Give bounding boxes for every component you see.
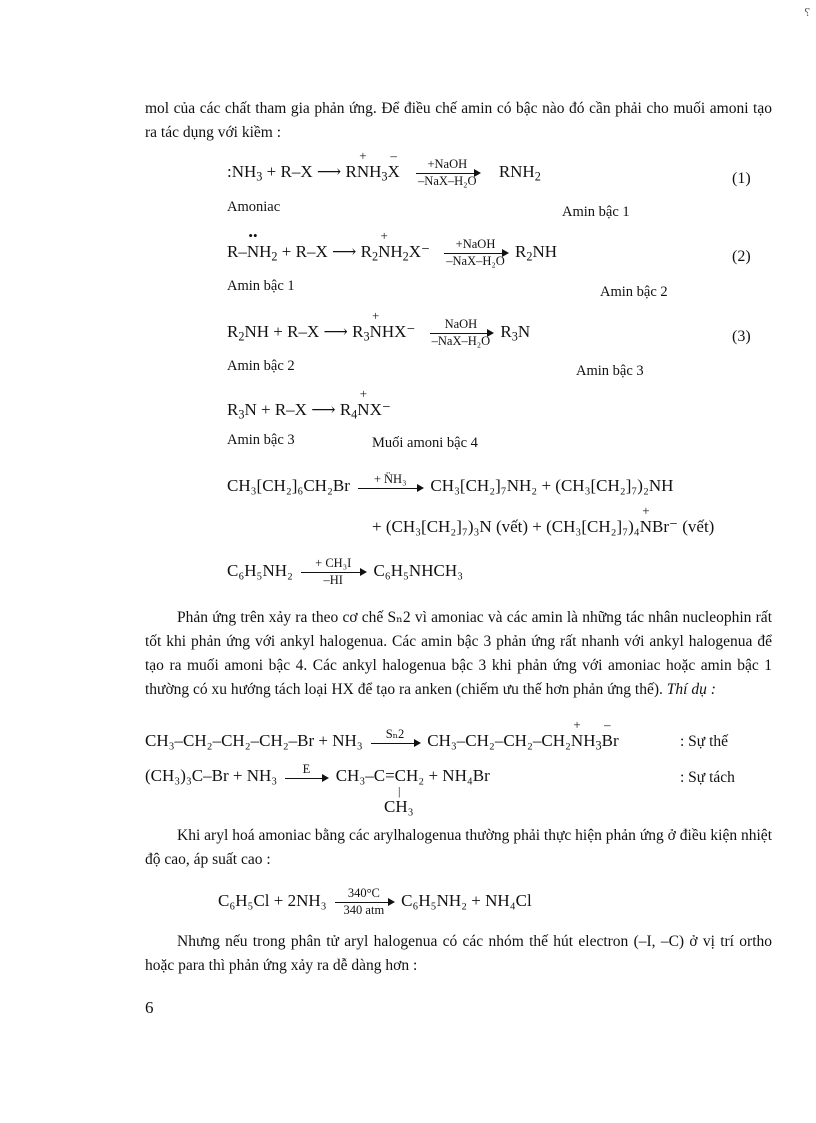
equation-5-line-2: + (CH₃[CH₂]₇)₃N (vết) + (CH₃[CH₂]₇)₄ + NBr⁻ (vết) bbox=[372, 503, 715, 536]
bond-line: | bbox=[398, 784, 401, 798]
label-amin-bac-2b: Amin bậc 2 bbox=[227, 358, 295, 374]
label-amin-bac-3b: Amin bậc 3 bbox=[227, 432, 295, 448]
paragraph-aryl: Khi aryl hoá amoniac bằng các arylhalogenua thường phải thực hiện phản ứng ở điều kiện nhiệt độ cao, áp suất cao : bbox=[145, 827, 772, 868]
note-su-tach: : Sự tách bbox=[680, 769, 735, 786]
paragraph-ortho-para: Nhưng nếu trong phân tử aryl halogenua có các nhóm thế hút electron (–I, –C) ở vị trí ortho hoặc para thì phản ứng xảy ra dễ dàng hơn : bbox=[145, 933, 772, 974]
paragraph-mechanism: Phản ứng trên xảy ra theo cơ chế Sₙ2 vì amoniac và các amin là những tác nhân nucleophin rất tốt khi phản ứng với ankyl halogenua. Các amin bậc 3 phản ứng rất nhanh với ankyl halogenua để tạo ra muối amoni bậc 4. Các ankyl halogenua bậc 3 khi phản ứng với amoniac hoặc amin bậc 1 thường có xu hướng tách loại HX để tạo ra anken (chiếm ưu thế hơn phản ứng thế). Thí dụ : bbox=[145, 609, 772, 698]
equation-8: (CH₃)₃C–Br + NH₃ E CH₃–C=CH₂ + NH₄Br bbox=[145, 762, 490, 785]
label-amin-bac-1: Amin bậc 1 bbox=[562, 204, 630, 220]
note-su-the: : Sự thế bbox=[680, 733, 729, 750]
label-amoniac: Amoniac bbox=[227, 199, 281, 215]
equation-6: C₆H₅NH₂ $\frac{\text{+ CH₃I}}{-HI}$ C₆H₅NHCH₃ bbox=[227, 556, 464, 587]
paragraph-intro: mol của các chất tham gia phản ứng. Để điều chế amin có bậc nào đó cần phải cho muối amoni tạo ra tác dụng với kiềm : bbox=[145, 100, 772, 141]
corner-mark: ⸮ bbox=[804, 7, 810, 19]
equation-number-2: (2) bbox=[732, 248, 751, 265]
equation-2: R– •• $NH_2 + R-X$ ⟶ $R_2$ + $NH_2X^-$ +NaOH –NaX–H₂O $R_2NH$ bbox=[227, 227, 558, 268]
label-amin-bac-1b: Amin bậc 1 bbox=[227, 278, 295, 294]
equation-4: $R_3N + R-X$ ⟶ $R_4$ + NX⁻ bbox=[227, 386, 391, 422]
equation-9: C₆H₅Cl + 2NH₃ 340°C 340 atm C₆H₅NH₂ + NH₄Cl bbox=[218, 886, 532, 917]
equation-8-substituent: CH₃ bbox=[384, 797, 414, 816]
label-amin-bac-3: Amin bậc 3 bbox=[576, 363, 644, 379]
equation-number-3: (3) bbox=[732, 328, 751, 345]
equation-number-1: (1) bbox=[732, 170, 751, 187]
page-number: 6 bbox=[145, 998, 154, 1017]
equation-1: $:NH_3 + R-X$ ⟶ R + $NH_3$ – X +NaOH –NaX–H₂O $RNH_2$ bbox=[227, 147, 541, 188]
equation-7: CH₃–CH₂–CH₂–CH₂–Br + NH₃ Sₙ2 CH₃–CH₂–CH₂–CH₂ + $NH_3$ – Br bbox=[145, 717, 619, 753]
label-muoi-amoni-bac-4: Muối amoni bậc 4 bbox=[372, 435, 478, 451]
equation-3: $R_2NH + R-X$ ⟶ $R_3$ + NHX⁻ NaOH –NaX–H₂O $R_3N$ bbox=[227, 307, 531, 348]
equation-5-line-1: CH₃[CH₂]₆CH₂Br + N̈H₃ CH₃[CH₂]₇NH₂ + (CH₃[CH₂]₇)₂NH bbox=[227, 472, 674, 495]
label-amin-bac-2: Amin bậc 2 bbox=[600, 284, 668, 300]
